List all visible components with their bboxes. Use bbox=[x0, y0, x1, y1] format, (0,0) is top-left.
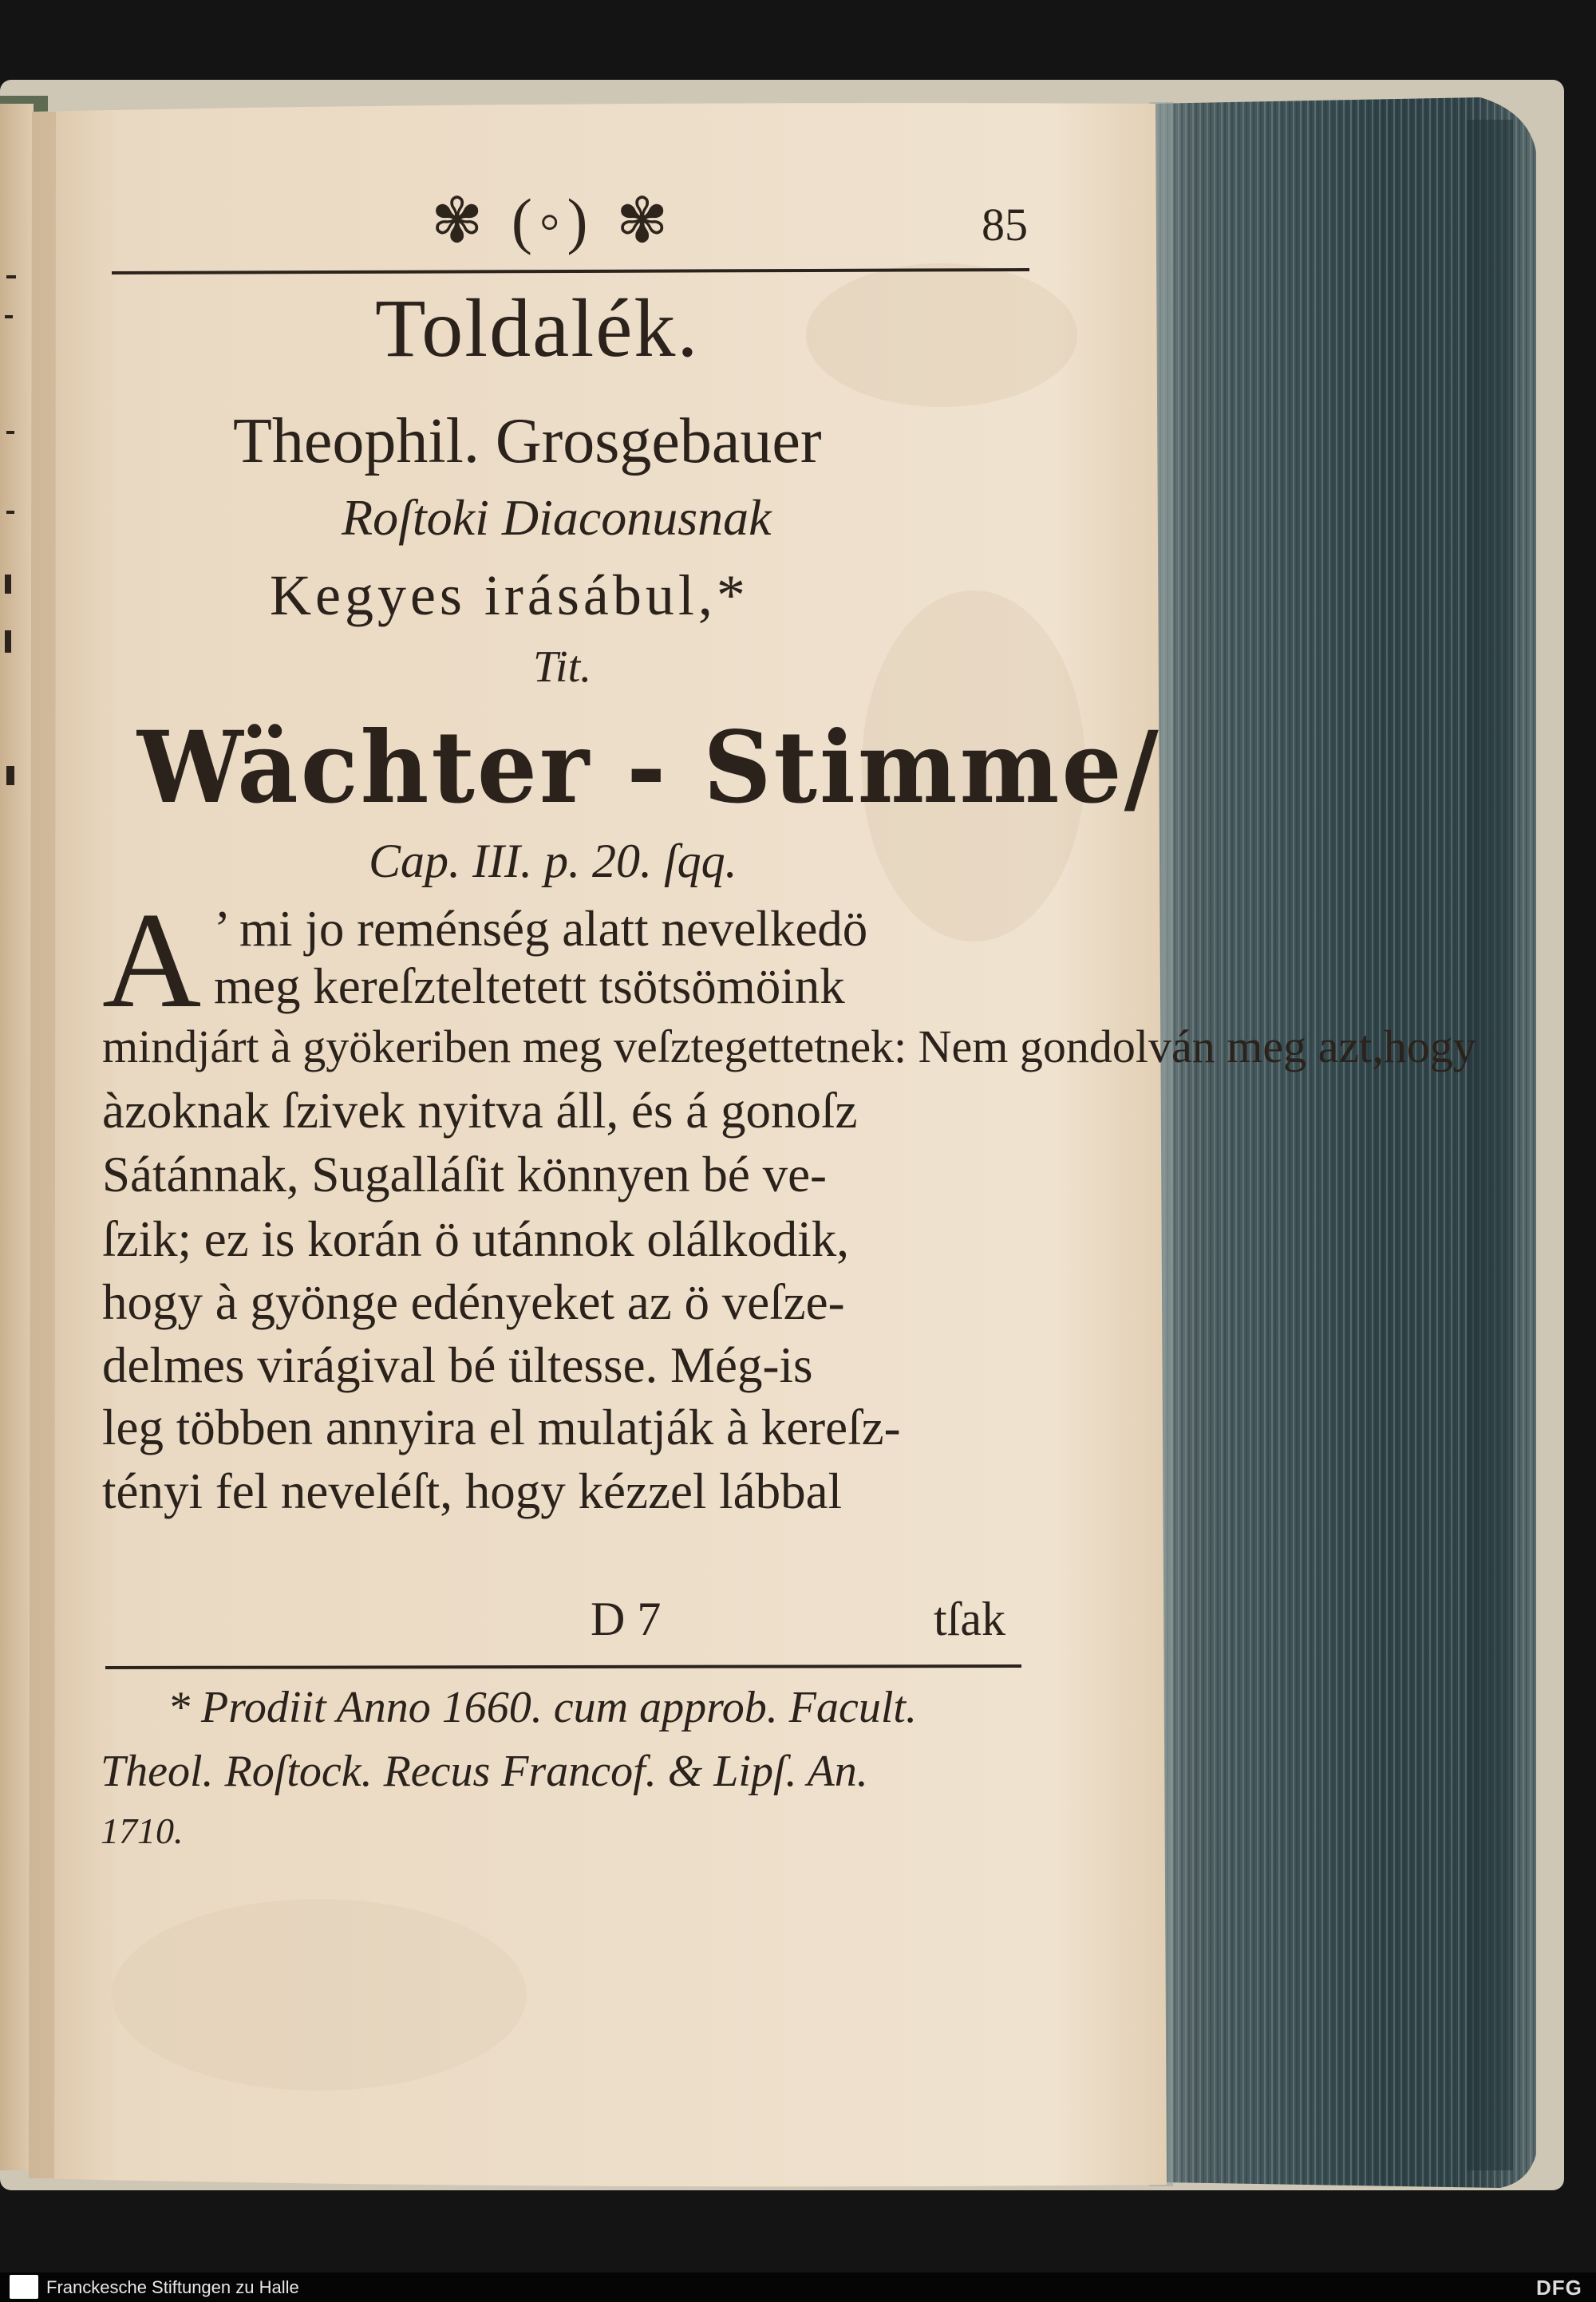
page-number: 85 bbox=[982, 199, 1028, 251]
position-line: Roſtoki Diaconusnak bbox=[342, 489, 772, 546]
footnote-line: Theol. Roſtock. Recus Francof. & Lipſ. An. bbox=[101, 1747, 868, 1796]
body-line: ſzik; ez is korán ö utánnok olálkodik, bbox=[102, 1211, 850, 1267]
body-line: leg többen annyira el mulatják à kereſz- bbox=[102, 1400, 901, 1455]
titulus-line: Tit. bbox=[533, 642, 592, 692]
footnote-rule bbox=[105, 1666, 1021, 1668]
footer-institution: Franckesche Stiftungen zu Halle bbox=[46, 2277, 299, 2297]
drop-cap: A bbox=[102, 885, 202, 1036]
institution-logo-icon bbox=[10, 2275, 38, 2299]
body-line: meg kereſzteltetett tsötsömöink bbox=[214, 958, 845, 1014]
body-line: ’ mi jo reménség alatt nevelkedö bbox=[214, 901, 868, 957]
body-line: mindjárt à gyökeriben meg veſztegettetnek: Nem gondolván meg azt,hogy bbox=[102, 1021, 1476, 1072]
signature-mark: D 7 bbox=[591, 1593, 662, 1645]
author-line: Theophil. Grosgebauer bbox=[233, 406, 822, 476]
catchword: tſak bbox=[934, 1593, 1005, 1645]
body-line: hogy à gyönge edényeket az ö veſze- bbox=[102, 1274, 845, 1330]
body-line: Sátánnak, Sugalláſit könnyen bé ve- bbox=[102, 1147, 828, 1202]
left-page-sliver bbox=[0, 104, 34, 2170]
german-title: Wächter - Stimme/ bbox=[137, 709, 1161, 826]
body-line: tényi fel neveléſt, hogy kézzel lábbal bbox=[102, 1463, 843, 1519]
chapter-reference: Cap. III. p. 20. ſqq. bbox=[369, 835, 737, 887]
header-ornament: ✾ (◦) ✾ bbox=[431, 186, 675, 255]
body-line: àzoknak ſzivek nyitva áll, és á gonoſz bbox=[102, 1083, 858, 1139]
body-line: delmes virágival bé ültesse. Még-is bbox=[102, 1337, 813, 1393]
footnote-line: 1710. bbox=[101, 1810, 184, 1851]
footnote-line: * Prodiit Anno 1660. cum approb. Facult. bbox=[168, 1683, 917, 1732]
writing-line: Kegyes irásábul,* bbox=[270, 563, 749, 627]
dfg-mark: DFG bbox=[1536, 2276, 1582, 2300]
page-title: Toldalék. bbox=[375, 282, 700, 374]
